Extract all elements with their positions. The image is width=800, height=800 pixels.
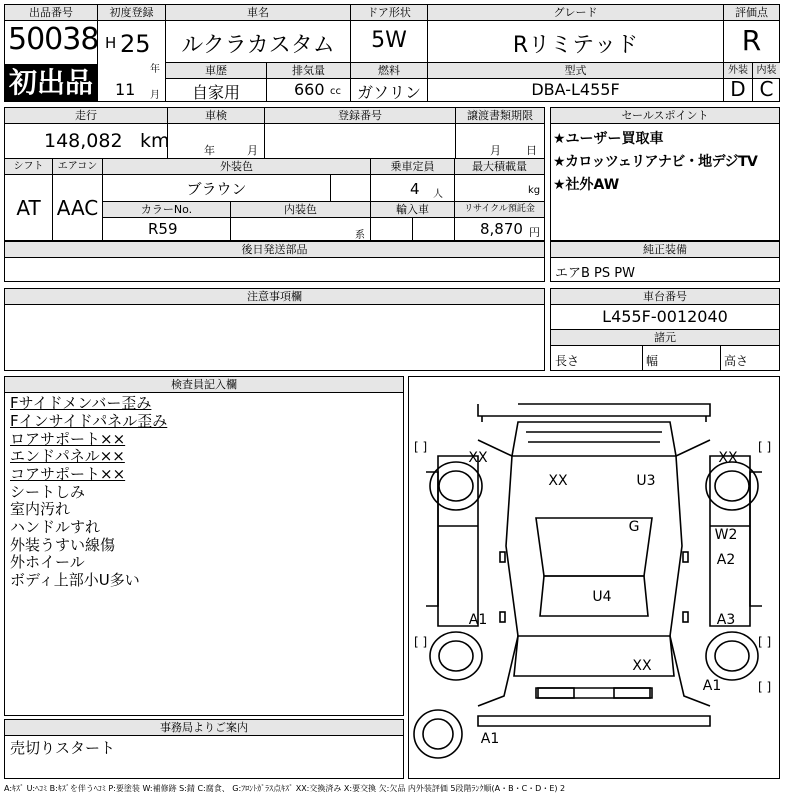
- mark-roof: U4: [592, 589, 612, 605]
- color-label: 外装色: [103, 159, 370, 175]
- mark-spare: A1: [480, 731, 500, 747]
- mileage: 148,082: [44, 130, 123, 152]
- inspector-note-7: 室内汚れ: [10, 500, 71, 518]
- interior-label: 内装: [753, 63, 780, 79]
- interior-color-label: 内装色: [231, 202, 370, 218]
- mark-left-rear-door: A1: [468, 612, 488, 628]
- mileage-label: 走行: [5, 108, 167, 124]
- office-message: 売切りスタート: [10, 739, 116, 757]
- capacity: 4: [410, 180, 420, 198]
- inspector-note-1: Fサイドメンバー歪み: [10, 394, 152, 412]
- height-label: 高さ: [724, 354, 749, 368]
- inspection-label: 車検: [168, 108, 264, 124]
- dims-label: 諸元: [551, 330, 779, 346]
- chassis-number: L455F-0012040: [602, 307, 728, 326]
- inspection-month-unit: 月: [247, 144, 258, 157]
- inspection-year-unit: 年: [204, 144, 215, 157]
- history: 自家用: [191, 83, 240, 102]
- grade: Rリミテッド: [512, 33, 639, 58]
- displacement: 660: [294, 80, 325, 99]
- shift: AT: [16, 196, 41, 220]
- interior-grade: C: [759, 77, 774, 101]
- inspector-note-11: ボディ上部小U多い: [10, 571, 140, 589]
- bracket-spare: [ ]: [758, 680, 772, 694]
- bracket-rear-left: [ ]: [414, 635, 428, 649]
- inspector-note-3: ロアサポート××: [10, 430, 126, 448]
- color-no: R59: [148, 220, 178, 238]
- era: H: [105, 34, 117, 52]
- car-name-label: 車名: [166, 5, 350, 21]
- interior-color-suffix: 系: [355, 230, 365, 241]
- genuine-label: 純正装備: [551, 242, 779, 258]
- inspector-note-9: 外装うすい線傷: [10, 536, 116, 554]
- later-parts-label: 後日発送部品: [5, 242, 544, 258]
- reg-year-unit: 年: [150, 64, 160, 75]
- mark-rear-right: A1: [702, 678, 722, 694]
- color: ブラウン: [186, 180, 247, 198]
- max-load-unit: kg: [528, 185, 541, 196]
- mark-right-front-door: W2: [714, 527, 738, 543]
- reg-label: 初度登録: [98, 5, 165, 21]
- displacement-unit: cc: [330, 86, 341, 97]
- car-name: ルクラカスタム: [181, 33, 335, 58]
- ac: AAC: [56, 196, 99, 220]
- fuel-label: 燃料: [351, 63, 427, 79]
- max-load-label: 最大積載量: [455, 159, 544, 175]
- inspector-note-5: コアサポート××: [10, 465, 126, 483]
- score: R: [741, 24, 762, 57]
- ac-label: エアコン: [53, 159, 102, 175]
- score-label: 評価点: [724, 5, 779, 21]
- fuel: ガソリン: [356, 83, 421, 102]
- car-diagram: [408, 376, 780, 779]
- exterior-label: 外装: [724, 63, 752, 79]
- recycle-label: リサイクル預託金: [455, 202, 544, 218]
- width-label: 幅: [646, 354, 659, 368]
- inspector-note-6: シートしみ: [10, 483, 86, 501]
- chassis-label: 車台番号: [551, 289, 779, 305]
- capacity-label: 乗車定員: [371, 159, 454, 175]
- model-label: 型式: [428, 63, 723, 79]
- reg-no-label: 登録番号: [265, 108, 455, 124]
- history-label: 車歴: [166, 63, 266, 79]
- bracket-front-left: [ ]: [414, 440, 428, 454]
- mark-hood-left: XX: [548, 473, 568, 489]
- sales-point-1: ★ユーザー買取車: [553, 131, 664, 147]
- inspector-label: 検査員記入欄: [5, 377, 403, 393]
- inspector-note-8: ハンドルすれ: [10, 518, 101, 536]
- color-no-label: カラーNo.: [103, 202, 230, 218]
- inspector-note-2: Fインサイドパネル歪み: [10, 412, 168, 430]
- grade-label: グレード: [428, 5, 723, 21]
- inspector-note-4: エンドパネル××: [10, 447, 125, 465]
- lot-label: 出品番号: [5, 5, 97, 21]
- lot-number: 50038: [8, 22, 99, 57]
- genuine-equipment: エアB PS PW: [555, 266, 635, 281]
- transfer-label: 譲渡書類期限: [456, 108, 544, 124]
- displacement-label: 排気量: [267, 63, 350, 79]
- sales-point-3: ★社外AW: [553, 177, 620, 193]
- mark-hood-right: U3: [636, 473, 656, 489]
- import-label: 輸入車: [371, 202, 454, 218]
- door-type: 5W: [371, 28, 407, 53]
- bracket-front-right: [ ]: [758, 440, 772, 454]
- office-label: 事務局よりご案内: [5, 720, 403, 736]
- reg-month: 11: [115, 80, 136, 99]
- caution-label: 注意事項欄: [5, 289, 544, 305]
- recycle-amount: 8,870: [480, 220, 523, 238]
- legend: A:ｷｽﾞ U:ﾍｺﾐ B:ｷｽﾞを伴うﾍｺﾐ P:要塗装 W:補修跡 S:錆 C:腐食、 G:ﾌﾛﾝﾄｶﾞﾗｽ点ｷｽﾞ XX:交換済み X:要交換 欠:欠品 内外装評価 5段階ﾗﾝｸ順(A・B・C・D・E) 2: [4, 784, 566, 793]
- sales-points-label: セールスポイント: [551, 108, 779, 124]
- bracket-rear-right: [ ]: [758, 635, 772, 649]
- transfer-day-unit: 日: [526, 144, 537, 157]
- model: DBA-L455F: [531, 80, 620, 99]
- mark-right-rear-door: A3: [716, 612, 736, 628]
- inspector-note-10: 外ホイール: [10, 553, 85, 571]
- mark-front-right: XX: [718, 450, 738, 466]
- mark-rear-gate: XX: [632, 658, 652, 674]
- transfer-month-unit: 月: [490, 144, 501, 157]
- recycle-unit: 円: [529, 226, 540, 239]
- first-listing-badge: 初出品: [5, 64, 97, 101]
- mileage-unit: km: [140, 130, 170, 152]
- sales-point-2: ★カロッツェリアナビ・地デジTV: [553, 154, 758, 170]
- door-label: ドア形状: [351, 5, 427, 21]
- exterior-grade: D: [730, 77, 746, 101]
- mark-front-left: XX: [468, 450, 488, 466]
- capacity-unit: 人: [433, 189, 443, 200]
- shift-label: シフト: [5, 159, 52, 175]
- mark-right-front-door-2: A2: [716, 552, 736, 568]
- reg-year: 25: [120, 30, 151, 58]
- length-label: 長さ: [555, 354, 580, 368]
- reg-month-unit: 月: [150, 90, 160, 101]
- mark-windshield: G: [628, 519, 640, 535]
